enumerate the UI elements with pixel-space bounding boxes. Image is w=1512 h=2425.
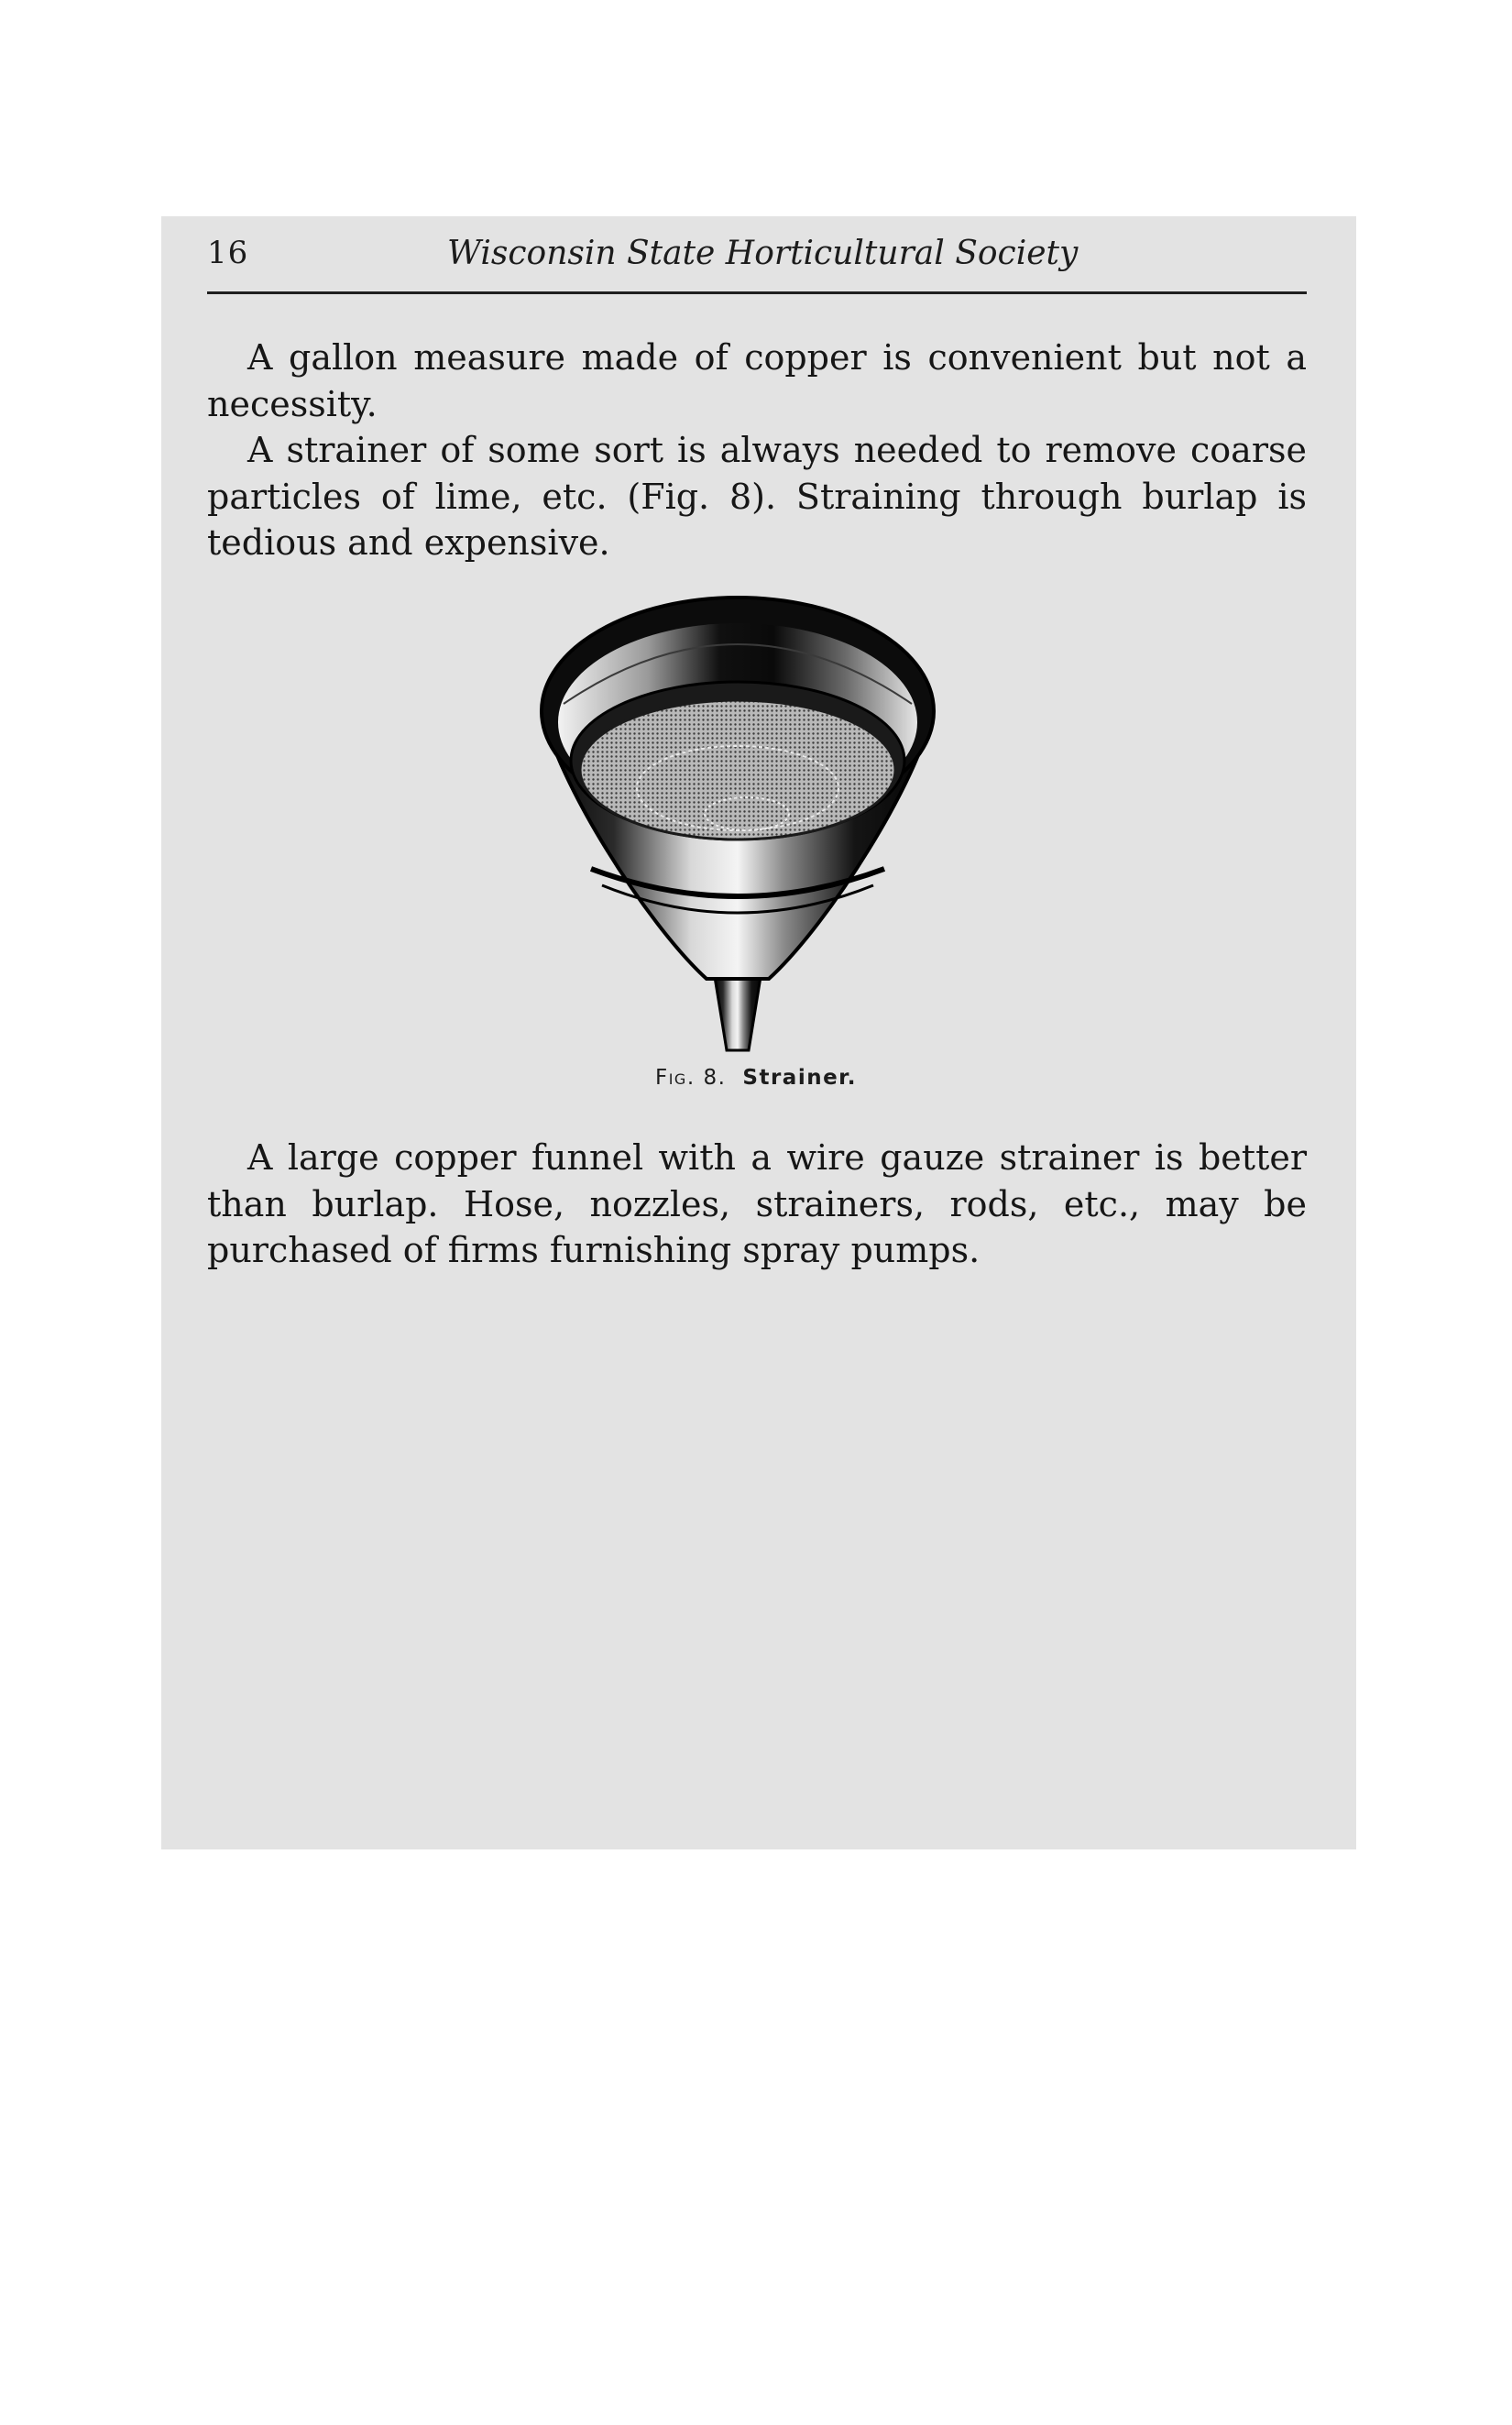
header-rule: [207, 291, 1307, 294]
running-title: Wisconsin State Horticultural Society: [447, 235, 1079, 272]
paragraph-strainer: A strainer of some sort is always needed to remove coarse particles of lime, etc. (Fig. 8). Straining through burlap is tedious and expensive.: [207, 430, 1307, 563]
running-head: [207, 235, 1307, 280]
paragraph-funnel: A large copper funnel with a wire gauze strainer is better than burlap. Hose, nozzles, strainers, rods, etc., may be purchased of firms furnishing spray pumps.: [207, 1137, 1307, 1270]
figure-caption-text: Strainer.: [742, 1066, 857, 1090]
funnel-strainer-illustration: [536, 594, 939, 1057]
figure-label: Fig. 8.: [654, 1066, 727, 1090]
figure-caption: [0, 1066, 1512, 1090]
paragraph-gallon-measure: A gallon measure made of copper is convenient but not a necessity.: [207, 337, 1307, 424]
page-number: 16: [207, 235, 249, 271]
